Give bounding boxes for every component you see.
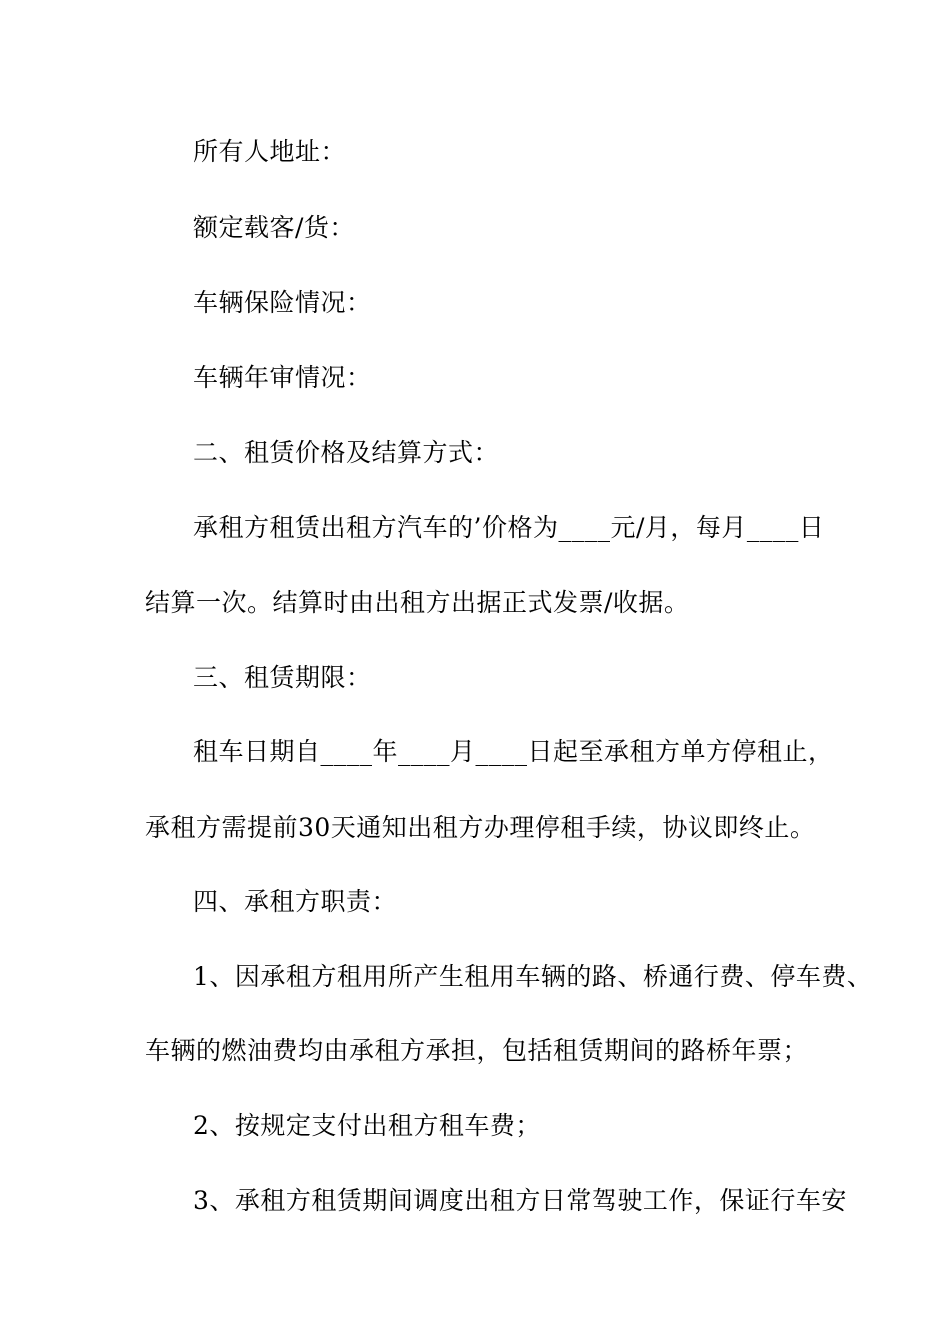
price-paragraph-line-2: 结算一次。结算时由出租方出据正式发票/收据。 [145, 588, 690, 617]
owner-address-line: 所有人地址： [193, 137, 347, 166]
duty-two-line: 2、按规定支付出租方租车费； [193, 1111, 541, 1140]
section-three-heading: 三、租赁期限： [193, 663, 372, 692]
term-paragraph-line-1: 租车日期自____年____月____日起至承租方单方停租止， [193, 737, 834, 766]
section-four-heading: 四、承租方职责： [193, 887, 398, 916]
insurance-status-line: 车辆保险情况： [193, 288, 372, 317]
duty-three-line-1: 3、承租方租赁期间调度出租方日常驾驶工作，保证行车安 [193, 1186, 847, 1215]
duty-one-line-1: 1、因承租方租用所产生租用车辆的路、桥通行费、停车费、 [193, 962, 873, 991]
duty-one-line-2: 车辆的燃油费均由承租方承担，包括租赁期间的路桥年票； [145, 1036, 809, 1065]
price-paragraph-line-1: 承租方租赁出租方汽车的’价格为____元/月，每月____日 [193, 513, 825, 542]
rated-capacity-line: 额定载客/货： [193, 213, 355, 242]
term-paragraph-line-2: 承租方需提前30天通知出租方办理停租手续，协议即终止。 [145, 813, 816, 842]
annual-inspection-line: 车辆年审情况： [193, 363, 372, 392]
section-two-heading: 二、租赁价格及结算方式： [193, 438, 500, 467]
